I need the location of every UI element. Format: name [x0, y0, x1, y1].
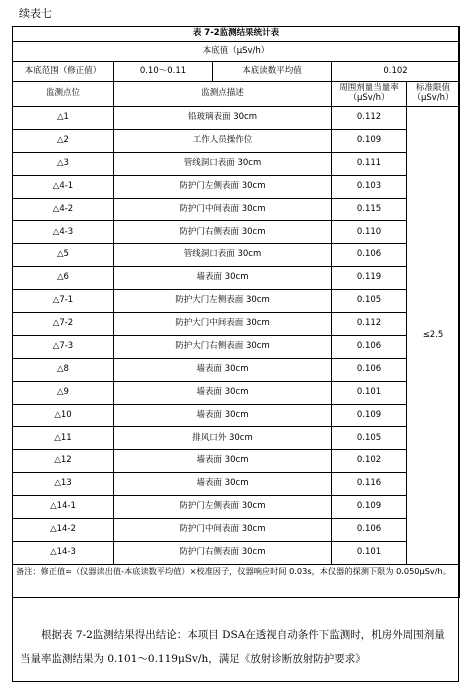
conclusion-paragraph: 根据表 7-2监测结果得出结论：本项目 DSA在透视自动条件下监测时，机房外周围剂量当量率监测结果为 0.101～0.119μSv/h，满足《放射诊断放射防护要求》 [20, 629, 445, 665]
table-note: 备注：修正值=（仪器读出值-本底读数平均值）×校准因子，仪器响应时间 0.03s，本仪器的探测下限为 0.050μSv/h。 [13, 564, 460, 597]
point-cell: △13 [13, 473, 114, 496]
table-row [13, 290, 460, 313]
rate-cell: 0.106 [332, 519, 407, 542]
point-cell: △10 [13, 404, 114, 427]
table-row [13, 267, 460, 290]
desc-cell: 防护门中间表面 30cm [114, 198, 332, 221]
desc-cell: 管线洞口表面 30cm [114, 152, 332, 175]
table-row [13, 198, 460, 221]
table-row [13, 519, 460, 542]
desc-cell: 防护门中间表面 30cm [114, 519, 332, 542]
avg-value: 0.102 [332, 62, 460, 82]
desc-cell: 防护门右侧表面 30cm [114, 541, 332, 564]
rate-cell: 0.109 [332, 404, 407, 427]
desc-cell: 防护大门右侧表面 30cm [114, 335, 332, 358]
table-row [13, 107, 460, 130]
rate-cell: 0.106 [332, 358, 407, 381]
point-cell: △4-2 [13, 198, 114, 221]
point-cell: △7-3 [13, 335, 114, 358]
table-row [13, 541, 460, 564]
desc-cell: 防护门右侧表面 30cm [114, 221, 332, 244]
point-cell: △14-3 [13, 541, 114, 564]
rate-cell: 0.101 [332, 541, 407, 564]
desc-cell: 墙表面 30cm [114, 267, 332, 290]
rate-cell: 0.106 [332, 335, 407, 358]
desc-cell: 防护门左侧表面 30cm [114, 496, 332, 519]
range-label: 本底范围（修正值） [13, 62, 114, 82]
point-cell: △14-2 [13, 519, 114, 542]
rate-cell: 0.105 [332, 290, 407, 313]
desc-cell: 墙表面 30cm [114, 358, 332, 381]
rate-cell: 0.102 [332, 450, 407, 473]
table-row [13, 335, 460, 358]
col-header-desc: 监测点描述 [114, 82, 332, 107]
point-cell: △11 [13, 427, 114, 450]
results-table [12, 26, 460, 598]
rate-cell: 0.110 [332, 221, 407, 244]
range-value: 0.10～0.11 [114, 62, 213, 82]
point-cell: △7-2 [13, 313, 114, 336]
limit-cell: ≤2.5 [407, 107, 460, 565]
point-cell: △5 [13, 244, 114, 267]
table-row [13, 450, 460, 473]
table-row [13, 313, 460, 336]
point-cell: △7-1 [13, 290, 114, 313]
table-row [13, 152, 460, 175]
desc-cell: 墙表面 30cm [114, 381, 332, 404]
rate-cell: 0.103 [332, 175, 407, 198]
rate-cell: 0.105 [332, 427, 407, 450]
col-header-limit: 标准限值（μSv/h） [407, 82, 460, 107]
continuation-label: 续表七 [19, 7, 52, 20]
desc-cell: 工作人员操作位 [114, 129, 332, 152]
rate-cell: 0.115 [332, 198, 407, 221]
desc-cell: 防护大门左侧表面 30cm [114, 290, 332, 313]
point-cell: △4-1 [13, 175, 114, 198]
rate-cell: 0.116 [332, 473, 407, 496]
table-row [13, 129, 460, 152]
background-header: 本底值（μSv/h） [13, 42, 460, 62]
desc-cell: 排风口外 30cm [114, 427, 332, 450]
point-cell: △2 [13, 129, 114, 152]
table-row [13, 358, 460, 381]
point-cell: △14-1 [13, 496, 114, 519]
point-cell: △6 [13, 267, 114, 290]
rate-cell: 0.111 [332, 152, 407, 175]
desc-cell: 防护门左侧表面 30cm [114, 175, 332, 198]
avg-label: 本底读数平均值 [213, 62, 332, 82]
table-row [13, 427, 460, 450]
table-row [13, 496, 460, 519]
point-cell: △9 [13, 381, 114, 404]
rate-cell: 0.109 [332, 129, 407, 152]
point-cell: △1 [13, 107, 114, 130]
table-row [13, 381, 460, 404]
note-row [13, 564, 460, 597]
desc-cell: 墙表面 30cm [114, 473, 332, 496]
desc-cell: 墙表面 30cm [114, 404, 332, 427]
rate-cell: 0.119 [332, 267, 407, 290]
point-cell: △4-3 [13, 221, 114, 244]
table-row [13, 175, 460, 198]
table-row [13, 221, 460, 244]
point-cell: △12 [13, 450, 114, 473]
rate-cell: 0.106 [332, 244, 407, 267]
table-row [13, 244, 460, 267]
rate-cell: 0.112 [332, 313, 407, 336]
table-title: 表 7-2监测结果统计表 [13, 27, 460, 42]
col-header-rate: 周围剂量当量率（μSv/h） [332, 82, 407, 107]
rate-cell: 0.112 [332, 107, 407, 130]
table-row [13, 473, 460, 496]
desc-cell: 防护大门中间表面 30cm [114, 313, 332, 336]
table-row [13, 404, 460, 427]
point-cell: △3 [13, 152, 114, 175]
col-header-point: 监测点位 [13, 82, 114, 107]
point-cell: △8 [13, 358, 114, 381]
desc-cell: 墙表面 30cm [114, 450, 332, 473]
rate-cell: 0.101 [332, 381, 407, 404]
desc-cell: 铅玻璃表面 30cm [114, 107, 332, 130]
rate-cell: 0.109 [332, 496, 407, 519]
desc-cell: 管线洞口表面 30cm [114, 244, 332, 267]
